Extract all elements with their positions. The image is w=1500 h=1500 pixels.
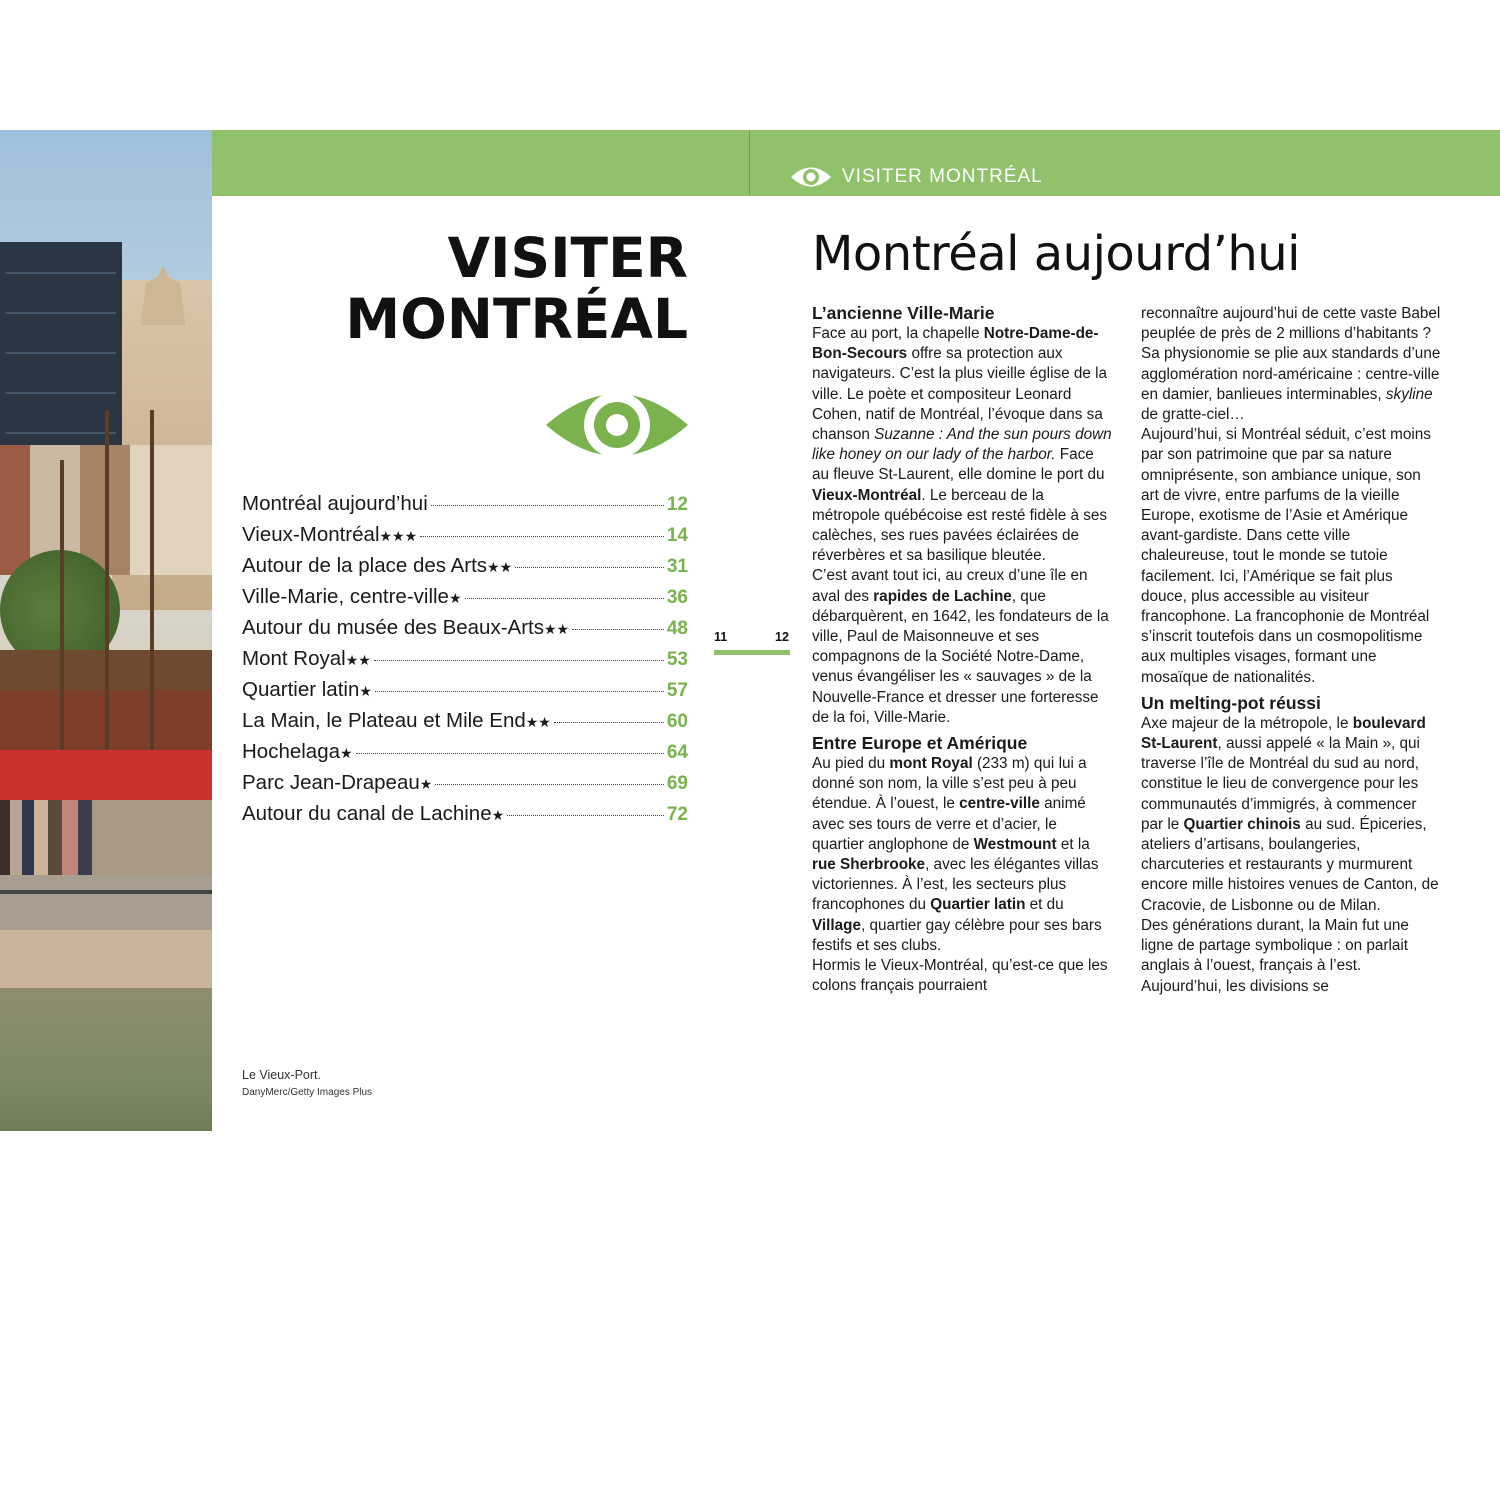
body-text: Face au port, la chapelle Notre-Dame-de-Bon-Secours offre sa protection aux navigateurs. C’est la plus vieille église de la ville. Le poète et compositeur Leonard Cohen, natif de Montréal, l’évoque dans sa chanson Suzanne : And the sun pours down like honey on our lady of the harbor. Face au fleuve St-Laurent, elle domine le port du Vieux-Montréal. Le berceau de la métropole québécoise est resté fidèle à ses calèches, ses rues pavées éclairées de réverbères et sa basilique bleutée. bbox=[812, 325, 1112, 565]
toc-item-page: 64 bbox=[666, 742, 688, 763]
page-title: Montréal aujourd’hui bbox=[812, 226, 1300, 282]
running-head bbox=[790, 164, 1043, 190]
toc-item-title: Vieux-Montréal bbox=[242, 523, 380, 546]
photo-caption bbox=[242, 1068, 372, 1098]
toc-leader-dots bbox=[431, 505, 664, 506]
toc-item-page: 57 bbox=[666, 680, 688, 701]
toc-item-page: 69 bbox=[666, 773, 688, 794]
toc-item-page: 12 bbox=[666, 494, 688, 515]
chapter-title bbox=[345, 228, 688, 350]
vieux-port-photo bbox=[0, 130, 212, 1131]
body-text: reconnaître aujourd’hui de cette vaste Babel peuplée de près de 2 millions d’habitants ? Sa physionomie se plie aux standards d’une agglomération nord-américaine : centre-ville en damier, banlieues interminables, skyline de gratte-ciel… bbox=[1141, 305, 1441, 424]
toc-item-stars: ★★★ bbox=[379, 528, 418, 544]
toc-item-stars: ★ bbox=[491, 807, 505, 823]
eye-icon bbox=[544, 385, 690, 465]
toc-item-title: Hochelaga bbox=[242, 740, 341, 763]
toc-leader-dots bbox=[420, 536, 664, 537]
toc-item-page: 36 bbox=[666, 587, 688, 608]
toc-item-title: Montréal aujourd’hui bbox=[242, 492, 428, 515]
toc-item-title: Autour de la place des Arts bbox=[242, 554, 488, 577]
toc-leader-dots bbox=[465, 598, 664, 599]
toc-item-stars: ★ bbox=[340, 745, 353, 761]
toc-item-stars: ★★ bbox=[525, 714, 551, 730]
toc-item-page: 53 bbox=[666, 649, 688, 670]
toc-item-stars: ★ bbox=[419, 776, 433, 792]
toc-leader-dots bbox=[435, 784, 664, 785]
toc-item-page: 72 bbox=[666, 804, 688, 825]
toc-item-stars: ★★ bbox=[345, 652, 371, 668]
toc-item-title: Parc Jean-Drapeau bbox=[242, 771, 420, 794]
toc-item-stars: ★★ bbox=[543, 621, 570, 637]
toc-item[interactable] bbox=[242, 740, 688, 771]
toc-item[interactable] bbox=[242, 802, 688, 833]
toc-item-page: 31 bbox=[666, 556, 688, 577]
text-column-2 bbox=[1141, 304, 1441, 997]
chapter-title-line-1: VISITER bbox=[447, 226, 688, 290]
toc-item-stars: ★★ bbox=[487, 559, 513, 575]
band-divider bbox=[749, 130, 750, 196]
chapter-title-line-2: MONTRÉAL bbox=[345, 287, 688, 351]
body-text: Axe majeur de la métropole, le boulevard St-Laurent, aussi appelé « la Main », qui traverse l’île de Montréal du sud au nord, constitue le lieu de convergence pour les communautés d’immigrés, à commencer par le Quartier chinois au sud. Épiceries, ateliers d’artisans, boulangeries, charcuteries et restaurants y murmurent encore mille histoires venues de Canton, de Cracovie, de Lisbonne ou de Milan. bbox=[1141, 714, 1439, 914]
body-text: Hormis le Vieux-Montréal, qu’est-ce que les colons français pourraient bbox=[812, 957, 1108, 995]
text-column-1 bbox=[812, 302, 1112, 997]
toc-item-page: 14 bbox=[666, 525, 688, 546]
running-head-label: VISITER MONTRÉAL bbox=[842, 166, 1043, 187]
toc-item[interactable] bbox=[242, 678, 688, 709]
toc-item-title: Ville-Marie, centre-ville bbox=[242, 585, 449, 608]
body-text: C’est avant tout ici, au creux d’une île en aval des rapides de Lachine, que débarquèrent, en 1642, les fondateurs de la ville, Paul de Maisonneuve et ses compagnons de la Société Notre-Dame, venus évangéliser les « sauvages » de la Nouvelle-France et dresser une forteresse de la foi, Ville-Marie. bbox=[812, 567, 1109, 726]
toc-item[interactable] bbox=[242, 771, 688, 802]
folio-bar bbox=[714, 650, 790, 655]
toc-item-title: Quartier latin bbox=[242, 678, 360, 701]
toc-item[interactable] bbox=[242, 709, 688, 740]
toc-item-title: La Main, le Plateau et Mile End bbox=[242, 709, 526, 732]
toc-item-stars: ★ bbox=[448, 590, 462, 606]
toc-item-title: Autour du canal de Lachine bbox=[242, 802, 492, 825]
toc-item-title: Autour du musée des Beaux-Arts bbox=[242, 616, 544, 639]
toc-item[interactable] bbox=[242, 492, 688, 523]
toc-leader-dots bbox=[356, 753, 664, 754]
toc-leader-dots bbox=[375, 691, 664, 692]
toc-item-title: Mont Royal bbox=[242, 647, 346, 670]
table-of-contents bbox=[242, 492, 688, 833]
photo-credit: DanyMerc/Getty Images Plus bbox=[242, 1087, 373, 1098]
toc-leader-dots bbox=[572, 629, 664, 630]
toc-item[interactable] bbox=[242, 647, 688, 678]
toc-leader-dots bbox=[515, 567, 664, 568]
toc-item[interactable] bbox=[242, 523, 688, 554]
section-heading: Un melting-pot réussi bbox=[1141, 692, 1321, 713]
toc-leader-dots bbox=[554, 722, 664, 723]
toc-item-page: 48 bbox=[666, 618, 688, 639]
section-heading: Entre Europe et Amérique bbox=[812, 733, 1028, 754]
body-text: Des générations durant, la Main fut une ligne de partage symbolique : on parlait anglais à l’ouest, français à l’est. Aujourd’hui, les divisions se bbox=[1141, 916, 1409, 995]
folio-right: 12 bbox=[775, 630, 789, 644]
folio-left: 11 bbox=[714, 630, 728, 644]
toc-item-stars: ★ bbox=[359, 683, 372, 699]
caption-text: Le Vieux-Port. bbox=[242, 1068, 321, 1082]
toc-leader-dots bbox=[507, 815, 664, 816]
body-text: Au pied du mont Royal (233 m) qui lui a donné son nom, la ville s’est peu à peu étendue. À l’ouest, le centre-ville animé avec ses tours de verre et d’acier, le quartier anglophone de Westmount et la rue Sherbrooke, avec les élégantes villas victoriennes. À l’est, les secteurs plus francophones du Quartier latin et du Village, quartier gay célèbre pour ses bars festifs et ses clubs. bbox=[812, 755, 1102, 954]
body-text: Aujourd’hui, si Montréal séduit, c’est moins par son patrimoine que par sa nature omniprésente, son ambiance unique, son art de vivre, entre parfums de la vieille Europe, exotisme de l’Asie et Amérique avant-gardiste. Dans cette ville chaleureuse, tout le monde se tutoie facilement. Ici, l’Amérique se fait plus douce, plus accessible au visiteur francophone. La francophonie de Montréal s’inscrit toutefois dans un cosmopolitisme aux multiples visages, formant une mosaïque de nationalités. bbox=[1141, 426, 1431, 686]
section-heading: L’ancienne Ville-Marie bbox=[812, 303, 995, 323]
toc-item[interactable] bbox=[242, 616, 688, 647]
eye-icon bbox=[790, 164, 832, 190]
toc-item-page: 60 bbox=[666, 711, 688, 732]
toc-item[interactable] bbox=[242, 554, 688, 585]
toc-leader-dots bbox=[374, 660, 664, 661]
toc-item[interactable] bbox=[242, 585, 688, 616]
